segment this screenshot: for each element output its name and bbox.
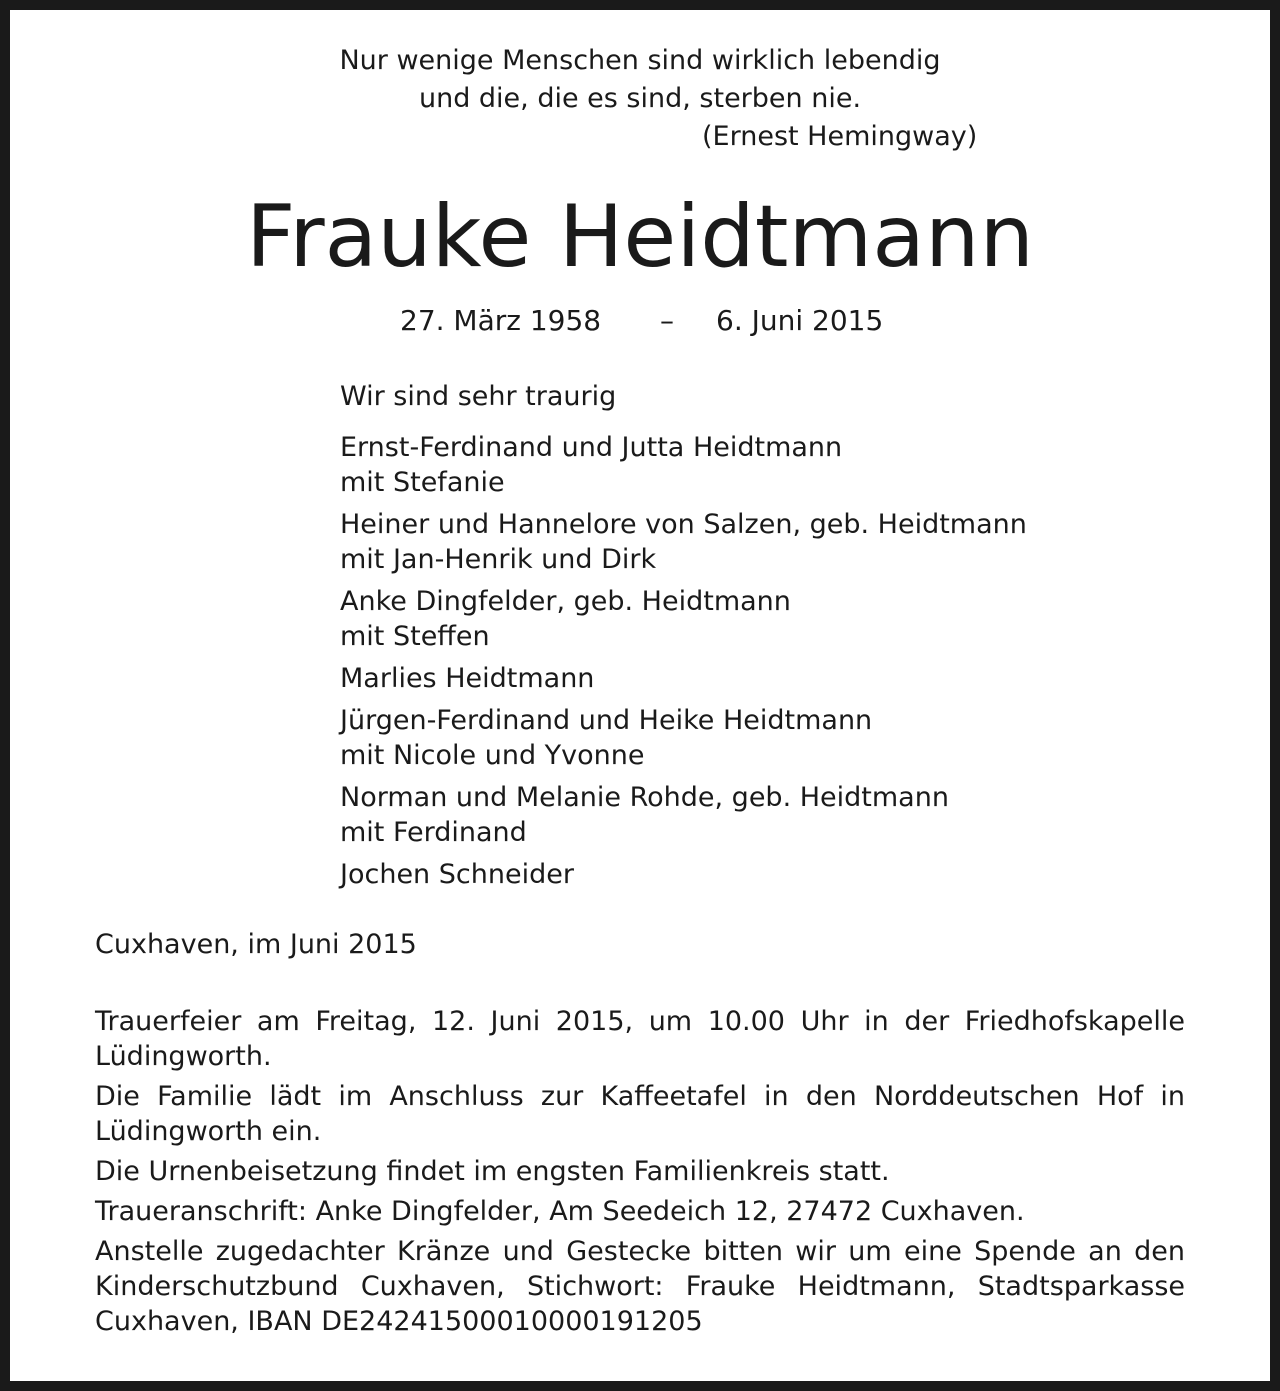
mourners-list xyxy=(340,378,1240,899)
mourner-line: Marlies Heidtmann xyxy=(340,663,595,694)
death-date: 6. Juni 2015 xyxy=(716,304,884,337)
note-donation: Anstelle zugedachter Kränze und Gestecke bitten wir um eine Spende an den Kinderschutzbund Cuxhaven, Stichwort: Frauke Heidtmann, Stadtsparkasse Cuxhaven, IBAN DE24241500010000191205 xyxy=(95,1236,1185,1337)
note-coffee: Die Familie lädt im Anschluss zur Kaffeetafel in den Norddeutschen Hof in Lüdingworth ein. xyxy=(95,1081,1185,1147)
mourner-line: Heiner und Hannelore von Salzen, geb. Heidtmann xyxy=(340,509,1027,540)
deceased-name: Frauke Heidtmann xyxy=(245,187,1035,287)
mourner-line: mit Steffen xyxy=(340,621,490,652)
funeral-notes xyxy=(95,1004,1185,1344)
mourner-line: mit Nicole und Yvonne xyxy=(340,740,645,771)
mourner-line: Ernst-Ferdinand und Jutta Heidtmann xyxy=(340,432,843,463)
mourner-line: Anke Dingfelder, geb. Heidtmann xyxy=(340,586,791,617)
mourner-entry xyxy=(340,584,1240,654)
mourner-entry xyxy=(340,703,1240,773)
quote-line-1: Nur wenige Menschen sind wirklich lebendig xyxy=(339,45,941,76)
note-service: Trauerfeier am Freitag, 12. Juni 2015, um 10.00 Uhr in der Friedhofskapelle Lüdingworth. xyxy=(95,1006,1185,1072)
quote-line-2: und die, die es sind, sterben nie. xyxy=(418,83,862,114)
mourner-entry xyxy=(340,430,1240,500)
date-separator: – xyxy=(660,304,674,337)
mourner-entry xyxy=(340,661,1240,696)
mourner-line: Jochen Schneider xyxy=(340,859,574,890)
mourners-intro: Wir sind sehr traurig xyxy=(340,381,617,412)
mourner-line: mit Ferdinand xyxy=(340,817,527,848)
quote-author: (Ernest Hemingway) xyxy=(702,121,978,152)
note-burial: Die Urnenbeisetzung findet im engsten Familienkreis statt. xyxy=(95,1156,890,1187)
mourner-entry xyxy=(340,780,1240,850)
mourner-entry xyxy=(340,857,1240,892)
mourner-line: mit Stefanie xyxy=(340,467,505,498)
birth-date: 27. März 1958 xyxy=(400,304,602,337)
note-address: Traueranschrift: Anke Dingfelder, Am Seedeich 12, 27472 Cuxhaven. xyxy=(95,1196,1025,1227)
mourner-line: Norman und Melanie Rohde, geb. Heidtmann xyxy=(340,782,949,813)
mourner-line: Jürgen-Ferdinand und Heike Heidtmann xyxy=(340,705,873,736)
place-date: Cuxhaven, im Juni 2015 xyxy=(95,929,417,960)
mourner-entry xyxy=(340,507,1240,577)
mourner-line: mit Jan-Henrik und Dirk xyxy=(340,544,657,575)
